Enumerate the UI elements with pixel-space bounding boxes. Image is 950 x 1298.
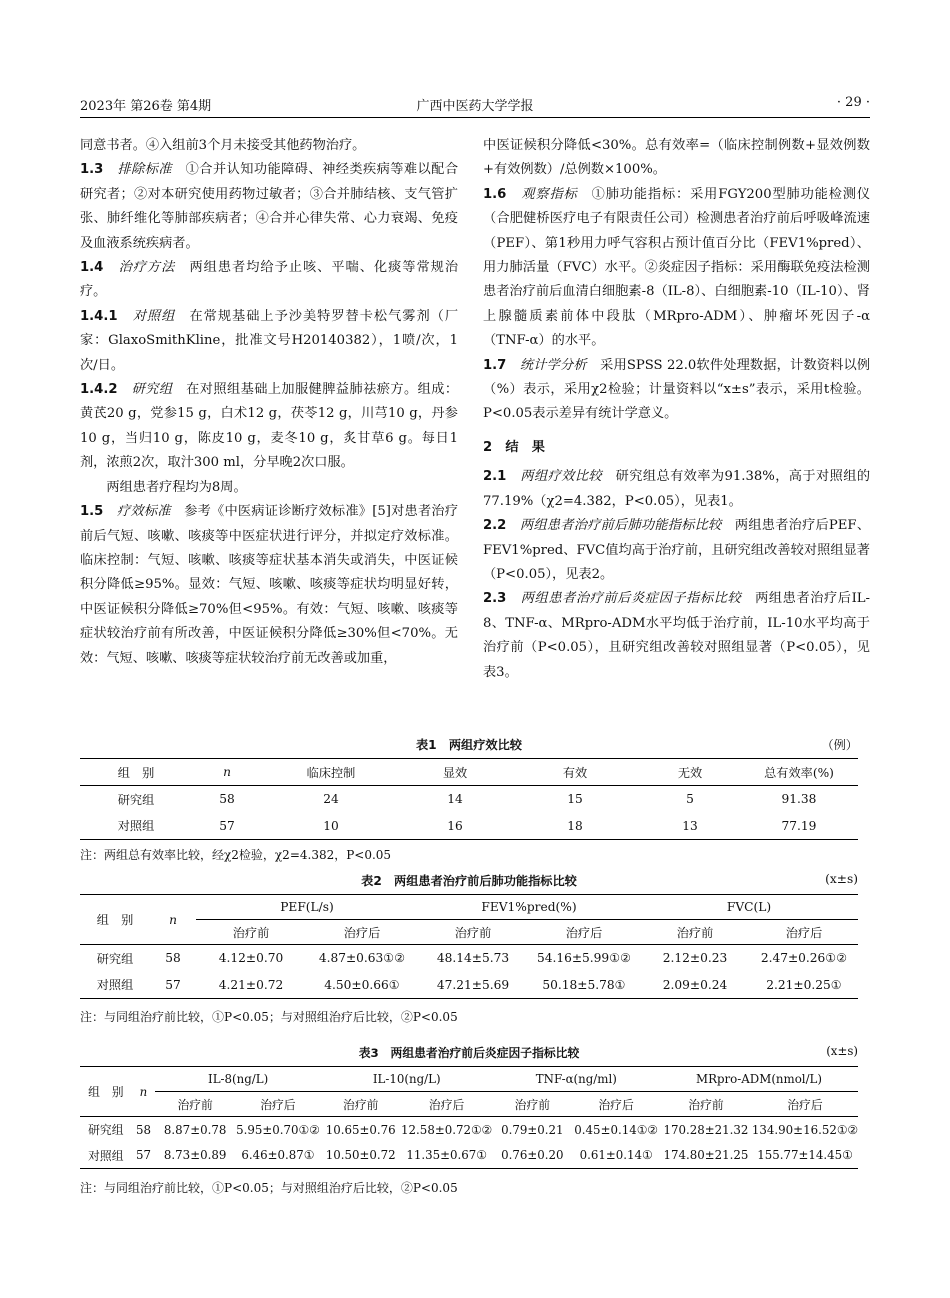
paragraph — [80, 378, 458, 476]
table-cell: 174.80±21.25 — [663, 1148, 749, 1163]
table-cell: 0.79±0.21 — [501, 1122, 564, 1137]
table-cell: 24 — [323, 792, 339, 807]
table-unit: (x±s) — [825, 872, 858, 886]
subheader: 治疗前 — [688, 1097, 724, 1112]
section-number: 1.4 — [80, 260, 104, 276]
paragraph-text: 两组患者治疗后PEF、FEV1%pred、FVC值均高于治疗前，且研究组改善较对照组显著（P<0.05），见表2。 — [483, 518, 871, 582]
table-caption: 表1 两组疗效比较 — [416, 738, 522, 752]
metric-header: IL-10(ng/L) — [321, 1067, 493, 1092]
table-unit: (x±s) — [826, 1044, 858, 1058]
metric-header: IL-8(ng/L) — [155, 1067, 321, 1092]
table-cell: 13 — [682, 818, 698, 833]
paragraph — [483, 465, 870, 514]
section-number: 1.4.2 — [80, 382, 118, 398]
table-1-grid — [80, 758, 858, 840]
table-caption: 表3 两组患者治疗前后炎症因子指标比较 — [358, 1046, 580, 1060]
paragraph — [483, 134, 870, 183]
paragraph-text: ①肺功能指标：采用FGY200型肺功能检测仪（合肥健桥医疗电子有限责任公司）检测患者治疗前后呼吸峰流速（PEF）、第1秒用力呼气容积占预计值百分比（FEV1%pred）、用力肺活量（FVC）水平。②炎症因子指标：采用酶联免疫法检测患者治疗前后血清白细胞素-8（IL-8）、白细胞素-10（IL-10）、肾上腺髓质素前体中段肽（MRpro-ADM）、肿瘤坏死因子-α（TNF-α）的水平。 — [483, 186, 871, 349]
table-cell: 对照组 — [88, 1148, 124, 1163]
section-number: 1.3 — [80, 162, 104, 178]
group-header: 组 别 — [80, 895, 150, 945]
table-cell: 57 — [219, 818, 235, 833]
section-title: 两组疗效比较 — [520, 469, 603, 485]
metric-header: TNF-α(ng/ml) — [493, 1067, 660, 1092]
table-row — [80, 813, 858, 840]
table-cell: 170.28±21.32 — [663, 1122, 749, 1137]
subheader: 治疗前 — [454, 925, 492, 940]
subheader: 治疗前 — [177, 1097, 213, 1112]
right-column — [483, 134, 870, 685]
table-note: 注：两组总有效率比较，经χ2检验，χ2=4.382，P<0.05 — [80, 848, 392, 862]
subheader: 治疗前 — [343, 1097, 379, 1112]
table-cell: 研究组 — [117, 792, 155, 807]
table-cell: 对照组 — [117, 819, 155, 834]
table-row — [80, 972, 858, 999]
table-row — [80, 1117, 858, 1143]
metric-header: PEF(L/s) — [196, 895, 418, 920]
table-cell: 57 — [135, 1148, 151, 1163]
paragraph — [80, 256, 458, 305]
paragraph-text: 两组患者均给予止咳、平喘、化痰等常规治疗。 — [80, 260, 459, 300]
table-cell: 10.65±0.76 — [325, 1122, 396, 1137]
subheader: 治疗后 — [565, 925, 603, 940]
subheader-row — [80, 1092, 858, 1117]
subheader: 治疗后 — [343, 925, 381, 940]
table-cell: 58 — [219, 792, 235, 807]
issue-info: 2023年 第26卷 第4期 — [80, 99, 212, 114]
section-number: 1.4.1 — [80, 308, 118, 324]
section-title: 排除标准 — [117, 162, 173, 178]
table-cell: 0.61±0.14① — [579, 1148, 653, 1163]
metric-header: FEV1%pred(%) — [418, 895, 640, 920]
section-number: 2.2 — [483, 518, 507, 534]
section-title: 两组患者治疗前后肺功能指标比较 — [520, 518, 722, 534]
table-3 — [80, 1044, 858, 1196]
paragraph-text: 在对照组基础上加服健脾益肺祛瘀方。组成：黄芪20 g，党参15 g，白术12 g，茯苓12 g，川芎10 g，丹参10 g，当归10 g，陈皮10 g，麦冬10 g，炙甘草6 g。每日1剂，浓煎2次，取汁300 ml，分早晚2次口服。 — [80, 382, 459, 471]
table-2-grid — [80, 894, 858, 999]
table-cell: 6.46±0.87① — [241, 1148, 315, 1163]
paragraph — [483, 587, 870, 685]
paragraph-text: 参考《中医病证诊断疗效标准》[5]对患者治疗前后气短、咳嗽、咳痰等中医症状进行评分，并拟定疗效标准。临床控制：气短、咳嗽、咳痰等症状基本消失或消失，中医证候积分降低≥95%。显效：气短、咳嗽、咳痰等症状均明显好转，中医证候积分降低≥70%但<95%。有效：气短、咳嗽、咳痰等症状较治疗前有所改善，中医证候积分降低≥30%但<70%。无效：气短、咳嗽、咳痰等症状较治疗前无改善或加重， — [80, 504, 459, 666]
table-cell: 155.77±14.45① — [757, 1148, 853, 1163]
table-cell: 2.09±0.24 — [662, 977, 728, 992]
section-number: 1.7 — [483, 357, 507, 373]
paragraph-text: 同意书者。④入组前3个月未接受其他药物治疗。 — [80, 138, 366, 153]
column-header: 有效 — [562, 765, 588, 780]
paragraph-text: 在常规基础上予沙美特罗替卡松气雾剂（厂家：GlaxoSmithKline，批准文号H20140382），1喷/次，1次/日。 — [80, 308, 459, 373]
section-title: 疗效标准 — [117, 504, 171, 520]
metric-header: FVC(L) — [640, 895, 858, 920]
table-cell: 58 — [165, 951, 181, 966]
paragraph — [483, 354, 870, 427]
table-row — [80, 1143, 858, 1169]
table-note: 注：与同组治疗前比较，①P<0.05；与对照组治疗后比较，②P<0.05 — [80, 1010, 458, 1024]
table-cell: 2.21±0.25① — [766, 977, 842, 992]
paragraph — [80, 500, 458, 671]
table-row — [80, 945, 858, 972]
subheader: 治疗后 — [598, 1097, 634, 1112]
paragraph — [80, 305, 458, 378]
table-cell: 2.12±0.23 — [662, 951, 728, 966]
paragraph — [80, 134, 458, 158]
table-cell: 5 — [686, 792, 694, 807]
section-heading: 2 结 果 — [483, 439, 545, 455]
group-header: 组 别 — [80, 1067, 132, 1117]
section-title: 治疗方法 — [118, 260, 176, 276]
table-cell: 4.87±0.63①② — [318, 951, 406, 966]
paragraph — [483, 183, 870, 354]
table-cell: 134.90±16.52①② — [751, 1122, 858, 1137]
paragraph-text: 两组患者疗程均为8周。 — [106, 479, 247, 495]
column-header: 显效 — [442, 765, 468, 780]
paragraph — [483, 514, 870, 587]
paragraph-text: 采用SPSS 22.0软件处理数据，计数资料以例（%）表示，采用χ2检验；计量资料以“x±s”表示，采用t检验。P<0.05表示差异有统计学意义。 — [483, 357, 871, 422]
table-2 — [80, 872, 858, 1025]
table-cell: 10.50±0.72 — [325, 1148, 396, 1163]
table-cell: 50.18±5.78① — [542, 977, 626, 992]
table-cell: 18 — [567, 818, 583, 833]
table-caption: 表2 两组患者治疗前后肺功能指标比较 — [361, 874, 577, 888]
table-cell: 研究组 — [96, 951, 134, 966]
table-cell: 对照组 — [96, 978, 134, 993]
subheader: 治疗前 — [514, 1097, 551, 1112]
table-cell: 0.45±0.14①② — [574, 1122, 658, 1137]
subheader: 治疗后 — [785, 925, 823, 940]
table-cell: 14 — [447, 792, 463, 807]
running-header — [80, 95, 870, 117]
column-header: 临床控制 — [306, 765, 356, 780]
section-title: 两组患者治疗前后炎症因子指标比较 — [520, 591, 742, 607]
table-unit: （例） — [821, 738, 858, 752]
section-number: 2.1 — [483, 469, 507, 485]
paragraph-text: ①合并认知功能障碍、神经类疾病等难以配合研究者；②对本研究使用药物过敏者；③合并肺结核、支气管扩张、肺纤维化等肺部疾病者；④合并心律失常、心力衰竭、免疫及血液系统疾病者。 — [80, 162, 459, 251]
header-rule — [80, 117, 870, 118]
table-cell: 91.38 — [781, 792, 817, 807]
subheader: 治疗后 — [787, 1097, 823, 1112]
table-cell: 58 — [135, 1122, 151, 1137]
section-title: 研究组 — [131, 382, 173, 398]
table-note: 注：与同组治疗前比较，①P<0.05；与对照组治疗后比较，②P<0.05 — [80, 1181, 458, 1195]
section-number: 1.6 — [483, 186, 507, 202]
subheader-row — [80, 920, 858, 945]
table-cell: 0.76±0.20 — [501, 1148, 564, 1163]
subheader: 治疗前 — [676, 925, 714, 940]
table-cell: 57 — [165, 977, 181, 992]
header-row — [80, 895, 858, 920]
section-number: 2.3 — [483, 591, 507, 607]
table-cell: 54.16±5.99①② — [536, 951, 632, 966]
table-cell: 5.95±0.70①② — [236, 1122, 320, 1137]
table-3-grid — [80, 1066, 858, 1169]
section-title: 对照组 — [132, 308, 176, 324]
paragraph-text: 中医证候积分降低<30%。总有效率=（临床控制例数+显效例数+有效例数）/总例数×100%。 — [483, 138, 870, 178]
table-cell: 10 — [323, 818, 339, 833]
section-number: 1.5 — [80, 504, 104, 520]
metric-header: MRpro-ADM(nmol/L) — [660, 1067, 858, 1092]
subheader: 治疗后 — [260, 1097, 296, 1112]
column-header: n — [223, 765, 231, 779]
column-header: 组 别 — [117, 765, 155, 780]
left-column — [80, 134, 458, 671]
table-cell: 4.50±0.66① — [324, 977, 400, 992]
paragraph-text: 两组患者治疗后IL-8、TNF-α、MRpro-ADM水平均低于治疗前，IL-10水平均高于治疗前（P<0.05），且研究组改善较对照组显著（P<0.05），见表3。 — [483, 591, 871, 680]
table-cell: 15 — [567, 792, 583, 807]
table-cell: 4.21±0.72 — [218, 977, 284, 992]
column-header: 无效 — [677, 765, 703, 780]
paragraph — [80, 158, 458, 256]
table-cell: 47.21±5.69 — [436, 977, 510, 992]
table-cell: 48.14±5.73 — [436, 951, 510, 966]
header-row — [80, 1067, 858, 1092]
table-cell: 16 — [447, 818, 463, 833]
table-cell: 11.35±0.67① — [406, 1148, 487, 1163]
table-cell: 77.19 — [781, 818, 817, 833]
table-cell: 8.73±0.89 — [163, 1148, 227, 1163]
subheader: 治疗后 — [428, 1097, 465, 1112]
table-cell: 研究组 — [88, 1123, 124, 1138]
journal-title: 广西中医药大学学报 — [416, 99, 534, 114]
table-cell: 2.47±0.26①② — [760, 951, 848, 966]
section-title: 观察指标 — [521, 186, 578, 202]
section-title: 统计学分析 — [519, 357, 587, 373]
table-row — [80, 786, 858, 813]
page-number: · 29 · — [836, 95, 870, 110]
paragraph-text: 研究组总有效率为91.38%，高于对照组的77.19%（χ2=4.382，P<0.05），见表1。 — [483, 469, 871, 509]
paragraph — [80, 476, 458, 500]
n-header: n — [150, 895, 196, 945]
n-header: n — [132, 1067, 156, 1117]
subheader: 治疗前 — [232, 925, 270, 940]
table-cell: 8.87±0.78 — [163, 1122, 227, 1137]
table-1 — [80, 736, 858, 863]
table-cell: 12.58±0.72①② — [401, 1122, 493, 1137]
table-cell: 4.12±0.70 — [218, 951, 284, 966]
column-header: 总有效率(%) — [764, 765, 834, 780]
